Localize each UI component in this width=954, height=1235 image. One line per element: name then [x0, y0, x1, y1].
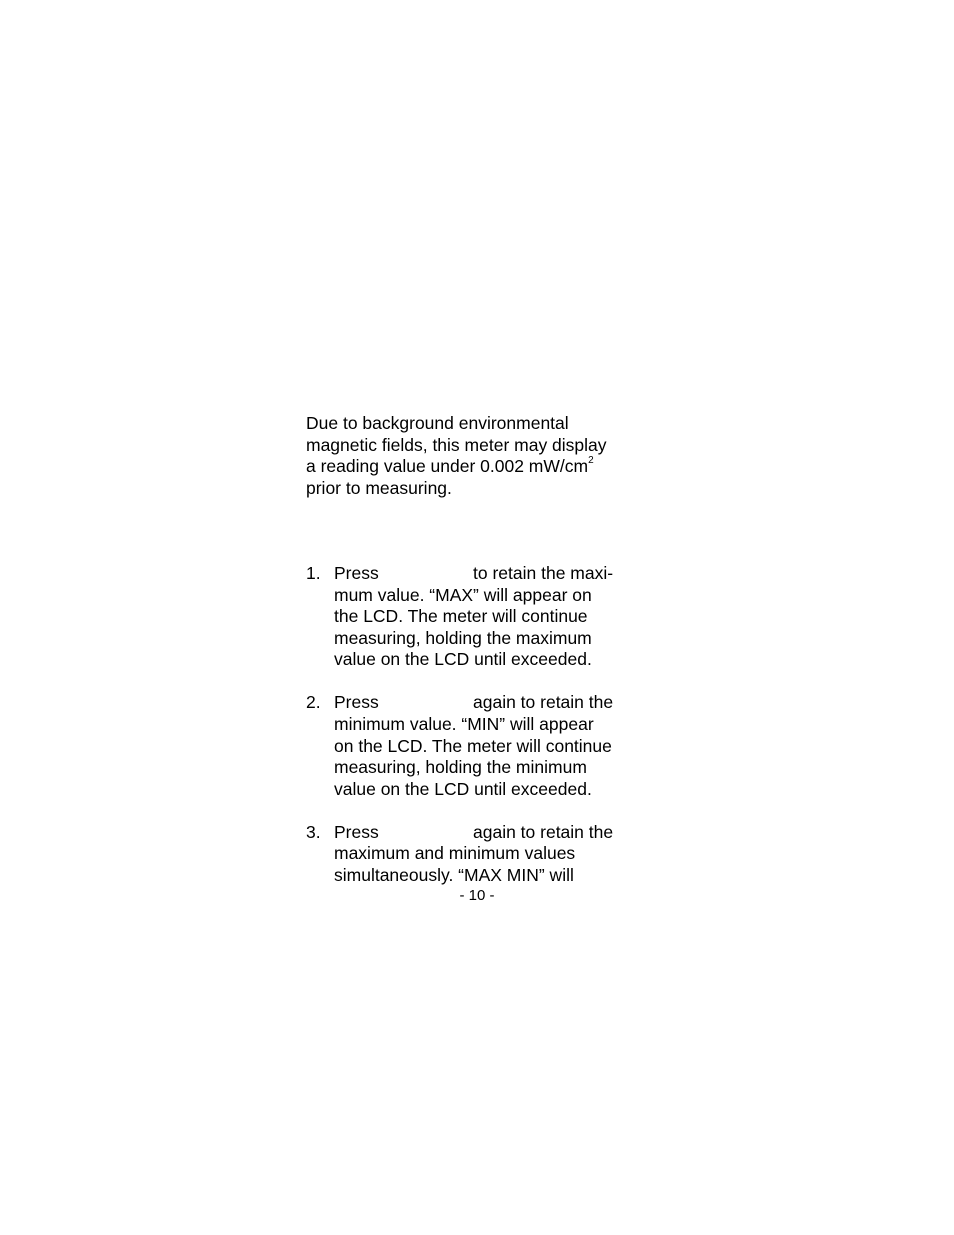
step-first-line — [334, 822, 646, 844]
intro-line: magnetic fields, this meter may display — [306, 434, 607, 455]
step-number: 3. — [306, 821, 321, 842]
step-body — [334, 692, 646, 800]
step-first-line-rest: to retain the maxi- — [473, 563, 614, 583]
step-line: value on the LCD until exceeded. — [334, 778, 592, 799]
step-line: on the LCD. The meter will continue — [334, 735, 612, 756]
step-body — [334, 563, 646, 671]
step-first-line-rest: again to retain the — [473, 821, 614, 842]
step-body — [334, 822, 646, 887]
step-line: value on the LCD until exceeded. — [334, 649, 592, 670]
step-item — [306, 692, 646, 800]
intro-line: Due to background environmental — [306, 413, 569, 433]
intro-line — [306, 456, 646, 478]
step-first-line — [334, 692, 646, 714]
intro-line: prior to measuring. — [306, 477, 452, 498]
step-line: mum value. “MAX” will appear on — [334, 584, 592, 605]
step-press-label: Press — [334, 563, 379, 583]
step-number: 2. — [306, 692, 321, 713]
step-line: simultaneously. “MAX MIN” will — [334, 864, 574, 885]
step-item — [306, 822, 646, 887]
page-number: - 10 - — [459, 887, 495, 904]
unit-superscript: 2 — [588, 455, 594, 467]
intro-line-text: a reading value under 0.002 mW/cm — [306, 456, 589, 477]
step-press-label: Press — [334, 821, 379, 842]
step-press-label: Press — [334, 692, 379, 713]
step-line: measuring, holding the maximum — [334, 627, 592, 648]
step-number: 1. — [306, 563, 321, 583]
step-first-line — [334, 563, 646, 585]
step-line: maximum and minimum values — [334, 843, 576, 864]
step-line: measuring, holding the minimum — [334, 757, 587, 778]
step-first-line-rest: again to retain the — [473, 692, 614, 713]
step-line: the LCD. The meter will continue — [334, 606, 588, 627]
intro-paragraph — [306, 413, 646, 499]
step-item — [306, 563, 646, 671]
steps-list — [306, 563, 646, 908]
step-line: minimum value. “MIN” will appear — [334, 713, 594, 734]
